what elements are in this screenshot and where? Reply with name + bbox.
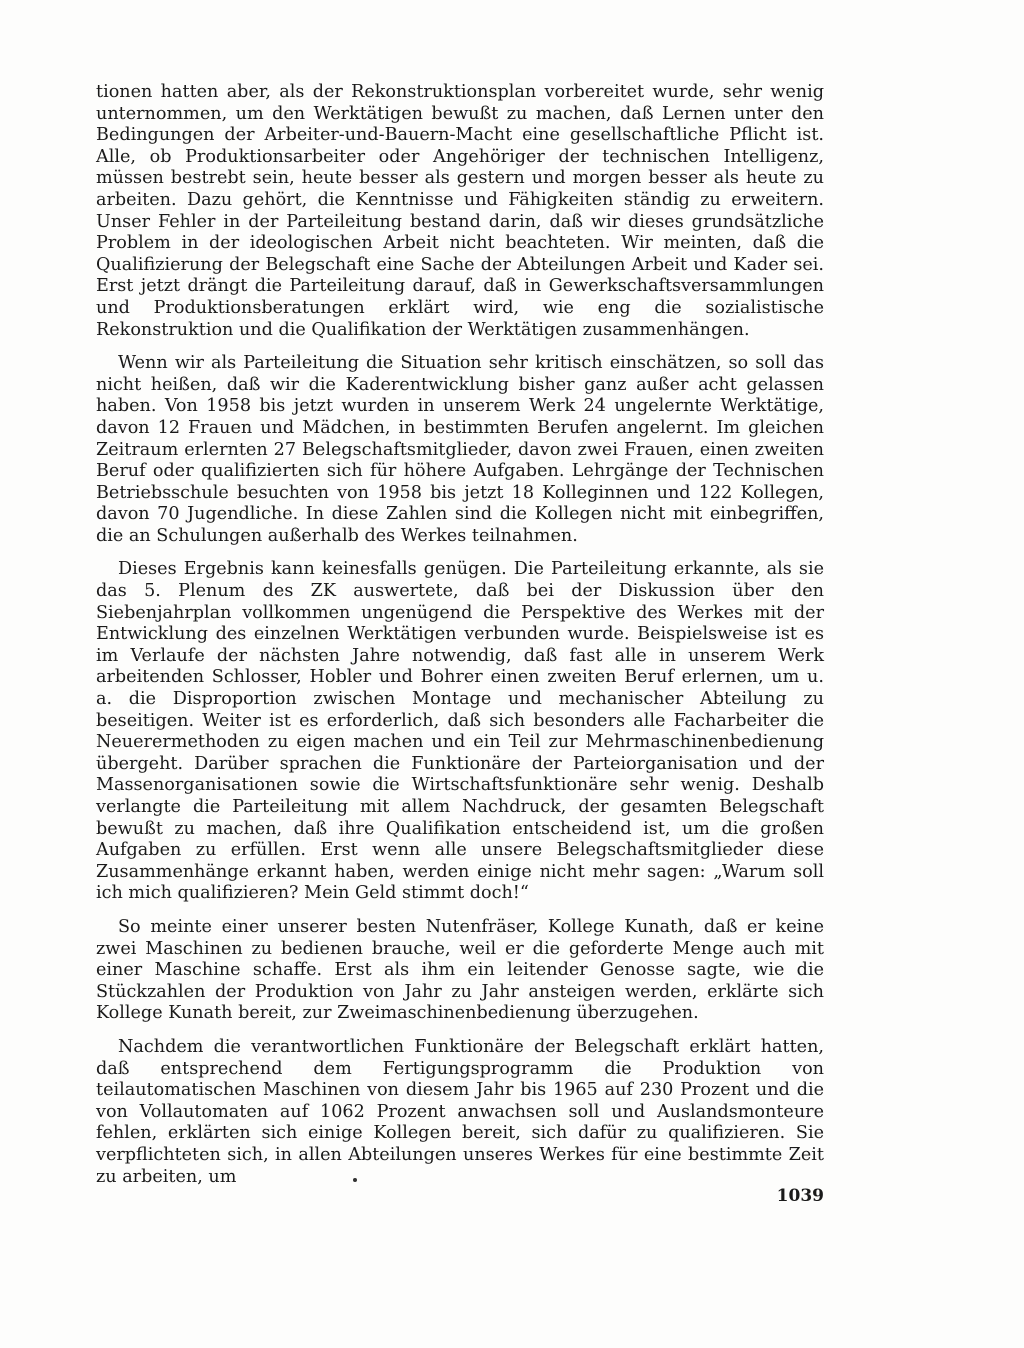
paragraph-3: Dieses Ergebnis kann keinesfalls genügen. Die Parteileitung erkannte, als sie das 5. Plenum des ZK auswertete, daß bei der Diskussion über den Siebenjahrplan vollkommen ungenügend die Perspektive des Werkes mit der Entwicklung des einzelnen Werktätigen verbunden wurde. Beispielsweise ist es im Verlaufe der nächsten Jahre notwendig, daß fast alle in unserem Werk arbeitenden Schlosser, Hobler und Bohrer einen zweiten Beruf erlernen, um u. a. die Disproportion zwischen Montage und mechanischer Abteilung zu beseitigen. Weiter ist es erforderlich, daß sich besonders alle Facharbeiter die Neuerermethoden zu eigen machen und ein Teil zur Mehrmaschinenbedienung übergeht. Darüber sprachen die Funktionäre der Parteiorganisation und der Massenorganisationen sowie die Wirtschaftsfunktionäre sehr wenig. Deshalb verlangte die Parteileitung mit allem Nachdruck, der gesamten Belegschaft bewußt zu machen, daß ihre Qualifikation entscheidend ist, um die großen Aufgaben zu erfüllen. Erst wenn alle unsere Belegschaftsmitglieder diese Zusammenhänge erkannt haben, werden einige nicht mehr sagen: „Warum soll ich mich qualifizieren? Mein Geld stimmt doch!“ <box>96 559 824 904</box>
body-text <box>96 82 824 1200</box>
paragraph-2: Wenn wir als Parteileitung die Situation sehr kritisch einschätzen, so soll das nicht heißen, daß wir die Kaderentwicklung bisher ganz außer acht gelassen haben. Von 1958 bis jetzt wurden in unserem Werk 24 ungelernte Werktätige, davon 12 Frauen und Mädchen, in bestimmten Berufen angelernt. Im gleichen Zeitraum erlernten 27 Belegschaftsmitglieder, davon zwei Frauen, einen zweiten Beruf oder qualifizierten sich für höhere Aufgaben. Lehrgänge der Technischen Betriebsschule besuchten von 1958 bis jetzt 18 Kolleginnen und 122 Kollegen, davon 70 Jugendliche. In diese Zahlen sind die Kollegen nicht mit einbegriffen, die an Schulungen außerhalb des Werkes teilnahmen. <box>96 353 824 546</box>
print-speck <box>353 1178 357 1182</box>
page-number: 1039 <box>776 1186 824 1206</box>
paragraph-5: Nachdem die verantwortlichen Funktionäre der Belegschaft erklärt hatten, daß entsprechend dem Fertigungsprogramm die Produktion von teilautomatischen Maschinen von diesem Jahr bis 1965 auf 230 Prozent und die von Vollautomaten auf 1062 Prozent anwachsen soll und Auslandsmonteure fehlen, erklärten sich einige Kollegen bereit, sich dafür zu qualifizieren. Sie verpflichteten sich, in allen Abteilungen unseres Werkes für eine bestimmte Zeit zu arbeiten, um <box>96 1036 824 1187</box>
paragraph-1: tionen hatten aber, als der Rekonstruktionsplan vorbereitet wurde, sehr wenig unternommen, um den Werktätigen bewußt zu machen, daß Lernen unter den Bedingungen der Arbeiter-und-Bauern-Macht eine gesellschaftliche Pflicht ist. Alle, ob Produktionsarbeiter oder Angehöriger der technischen Intelligenz, müssen bestrebt sein, heute besser als gestern und morgen besser als heute zu arbeiten. Dazu gehört, die Kenntnisse und Fähigkeiten ständig zu erweitern. Unser Fehler in der Parteileitung bestand darin, daß wir dieses grundsätzliche Problem in der ideologischen Arbeit nicht beachteten. Wir meinten, daß die Qualifizierung der Belegschaft eine Sache der Abteilungen Arbeit und Kader sei. Erst jetzt drängt die Parteileitung darauf, daß in Gewerkschaftsversammlungen und Produktionsberatungen erklärt wird, wie eng die sozialistische Rekonstruktion und die Qualifikation der Werktätigen zusammenhängen. <box>96 82 824 340</box>
paragraph-4: So meinte einer unserer besten Nutenfräser, Kollege Kunath, daß er keine zwei Maschinen zu bedienen brauche, weil er die geforderte Menge auch mit einer Maschine schaffe. Erst als ihm ein leitender Genosse sagte, wie die Stückzahlen der Produktion von Jahr zu Jahr ansteigen werden, erklärte sich Kollege Kunath bereit, zur Zweimaschinenbedienung überzugehen. <box>96 916 824 1024</box>
